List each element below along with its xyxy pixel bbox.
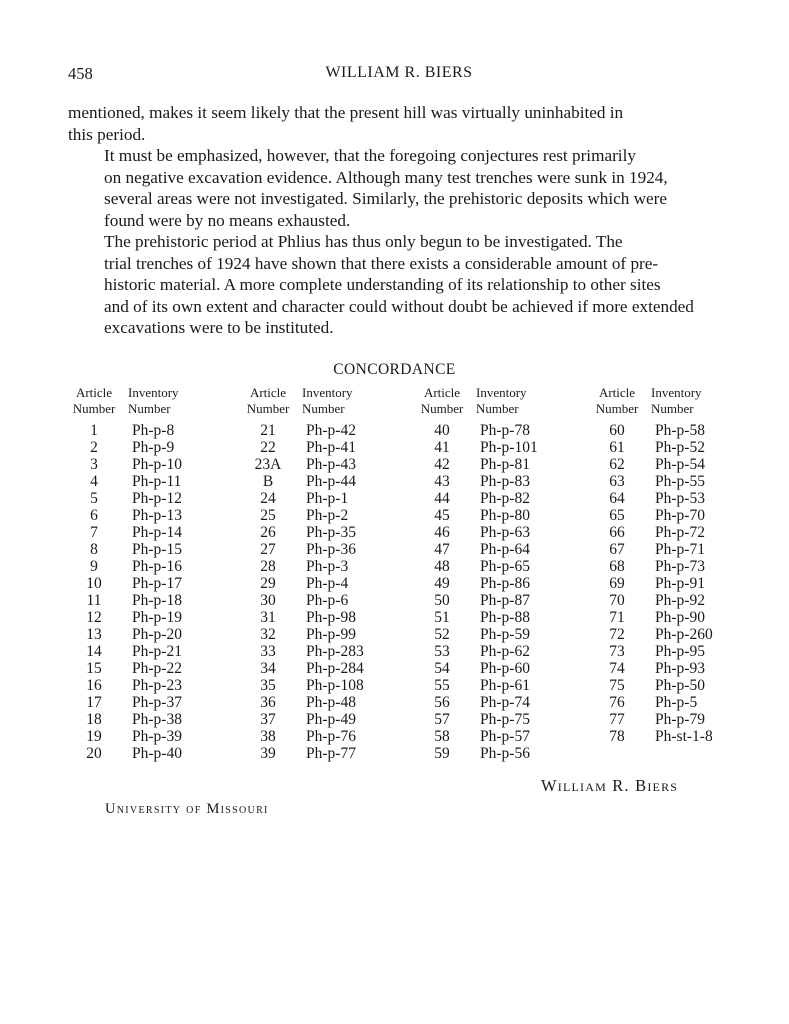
inventory-number: Ph-p-53 xyxy=(655,490,705,507)
concordance-row xyxy=(68,473,228,490)
concordance-row xyxy=(242,694,402,711)
concordance-rows xyxy=(591,422,751,745)
article-number: 50 xyxy=(434,592,450,609)
article-number-header xyxy=(68,385,120,419)
concordance-column xyxy=(591,385,751,745)
article-number: 17 xyxy=(86,694,102,711)
concordance-column xyxy=(416,385,576,762)
concordance-row xyxy=(242,609,402,626)
article-number: 55 xyxy=(434,677,450,694)
body-text xyxy=(68,102,730,339)
inventory-number: Ph-p-283 xyxy=(306,643,364,660)
article-number: 31 xyxy=(260,609,276,626)
inventory-number: Ph-p-92 xyxy=(655,592,705,609)
article-number: 12 xyxy=(86,609,102,626)
article-number: 73 xyxy=(609,643,625,660)
article-number: 6 xyxy=(90,507,98,524)
concordance-row xyxy=(416,422,576,439)
concordance-row xyxy=(591,524,751,541)
concordance-row xyxy=(242,711,402,728)
article-number: 33 xyxy=(260,643,276,660)
inventory-number: Ph-p-93 xyxy=(655,660,705,677)
article-number: 67 xyxy=(609,541,625,558)
header-label: Number xyxy=(72,400,116,416)
inventory-number: Ph-p-37 xyxy=(132,694,182,711)
article-number: 32 xyxy=(260,626,276,643)
article-number: 54 xyxy=(434,660,450,677)
inventory-number-header xyxy=(468,385,527,419)
header-label: Inventory xyxy=(651,385,702,400)
article-number: B xyxy=(262,473,274,490)
header-label: Article xyxy=(598,385,636,400)
article-number: 11 xyxy=(86,592,102,609)
header-label: Number xyxy=(420,400,464,416)
concordance-row xyxy=(591,507,751,524)
inventory-number: Ph-p-1 xyxy=(306,490,349,507)
concordance-row xyxy=(416,456,576,473)
text-line: found were by no means exhausted. xyxy=(104,210,351,230)
concordance-row xyxy=(416,694,576,711)
concordance-row xyxy=(591,677,751,694)
concordance-row xyxy=(416,439,576,456)
inventory-number: Ph-p-2 xyxy=(306,507,349,524)
concordance-row xyxy=(68,490,228,507)
inventory-number: Ph-p-14 xyxy=(132,524,182,541)
inventory-number: Ph-p-9 xyxy=(132,439,175,456)
inventory-number: Ph-p-64 xyxy=(480,541,530,558)
inventory-number: Ph-p-39 xyxy=(132,728,182,745)
concordance-row xyxy=(242,643,402,660)
text-line: on negative excavation evidence. Although many test trenches were sunk in 1924, xyxy=(104,167,668,187)
article-number: 77 xyxy=(609,711,625,728)
author-affiliation: University of Missouri xyxy=(105,801,269,817)
inventory-number-header xyxy=(643,385,702,419)
inventory-number: Ph-p-95 xyxy=(655,643,705,660)
inventory-number: Ph-p-55 xyxy=(655,473,705,490)
concordance-row xyxy=(68,575,228,592)
article-number: 74 xyxy=(609,660,625,677)
concordance-row xyxy=(416,541,576,558)
text-line: several areas were not investigated. Similarly, the prehistoric deposits which were xyxy=(104,189,668,208)
article-number: 25 xyxy=(260,507,276,524)
paragraph xyxy=(68,102,730,145)
concordance-row xyxy=(416,490,576,507)
concordance-row xyxy=(68,422,228,439)
article-number: 72 xyxy=(609,626,625,643)
concordance-rows xyxy=(68,422,228,762)
concordance-row xyxy=(591,422,751,439)
article-number: 76 xyxy=(609,694,625,711)
article-number: 19 xyxy=(86,728,102,745)
concordance-row xyxy=(242,422,402,439)
inventory-number: Ph-p-58 xyxy=(655,422,705,439)
article-number: 27 xyxy=(260,541,276,558)
text-line: It must be emphasized, however, that the foregoing conjectures rest primarily xyxy=(104,146,636,165)
inventory-number: Ph-p-52 xyxy=(655,439,705,456)
inventory-number: Ph-p-20 xyxy=(132,626,182,643)
article-number: 29 xyxy=(260,575,276,592)
concordance-column xyxy=(242,385,402,762)
article-number: 62 xyxy=(609,456,625,473)
article-number: 4 xyxy=(90,473,98,490)
inventory-number: Ph-p-284 xyxy=(306,660,364,677)
concordance-row xyxy=(242,745,402,762)
concordance-row xyxy=(591,558,751,575)
concordance-row xyxy=(68,456,228,473)
concordance-header xyxy=(591,385,751,419)
article-number: 70 xyxy=(609,592,625,609)
concordance-row xyxy=(416,592,576,609)
article-number: 9 xyxy=(90,558,98,575)
inventory-number: Ph-p-18 xyxy=(132,592,182,609)
concordance-row xyxy=(68,728,228,745)
article-number: 56 xyxy=(434,694,450,711)
article-number: 42 xyxy=(434,456,450,473)
article-number: 64 xyxy=(609,490,625,507)
article-number: 7 xyxy=(90,524,98,541)
concordance-row xyxy=(68,745,228,762)
inventory-number: Ph-p-11 xyxy=(132,473,182,490)
article-number: 47 xyxy=(434,541,450,558)
concordance-row xyxy=(416,575,576,592)
concordance-row xyxy=(242,626,402,643)
concordance-rows xyxy=(242,422,402,762)
concordance-row xyxy=(591,592,751,609)
article-number-header xyxy=(416,385,468,419)
article-number: 1 xyxy=(90,422,98,439)
inventory-number: Ph-p-3 xyxy=(306,558,349,575)
text-line: trial trenches of 1924 have shown that there exists a considerable amount of pre- xyxy=(104,253,659,273)
inventory-number: Ph-p-19 xyxy=(132,609,182,626)
inventory-number: Ph-p-36 xyxy=(306,541,356,558)
article-number: 18 xyxy=(86,711,102,728)
inventory-number: Ph-p-12 xyxy=(132,490,182,507)
running-head: WILLIAM R. BIERS xyxy=(325,64,473,81)
article-number-header xyxy=(242,385,294,419)
article-number: 63 xyxy=(609,473,625,490)
concordance-row xyxy=(416,677,576,694)
concordance-row xyxy=(68,609,228,626)
article-number: 3 xyxy=(90,456,98,473)
article-number: 5 xyxy=(90,490,98,507)
concordance-row xyxy=(591,575,751,592)
article-number: 39 xyxy=(260,745,276,762)
concordance-row xyxy=(68,660,228,677)
text-line: excavations were to be instituted. xyxy=(104,318,334,337)
inventory-number: Ph-p-98 xyxy=(306,609,356,626)
inventory-number: Ph-p-71 xyxy=(655,541,705,558)
article-number: 35 xyxy=(260,677,276,694)
concordance-row xyxy=(591,643,751,660)
inventory-number: Ph-p-70 xyxy=(655,507,705,524)
article-number: 57 xyxy=(434,711,450,728)
header-label: Inventory xyxy=(476,385,527,400)
inventory-number: Ph-p-83 xyxy=(480,473,530,490)
concordance-row xyxy=(68,592,228,609)
concordance-row xyxy=(68,524,228,541)
article-number: 15 xyxy=(86,660,102,677)
article-number: 66 xyxy=(609,524,625,541)
article-number: 59 xyxy=(434,745,450,762)
article-number: 22 xyxy=(260,439,276,456)
inventory-number: Ph-p-42 xyxy=(306,422,356,439)
inventory-number: Ph-p-73 xyxy=(655,558,705,575)
inventory-number: Ph-p-8 xyxy=(132,422,175,439)
inventory-number-header xyxy=(120,385,179,419)
article-number: 46 xyxy=(434,524,450,541)
inventory-number: Ph-p-78 xyxy=(480,422,530,439)
article-number: 45 xyxy=(434,507,450,524)
text-line: historic material. A more complete understanding of its relationship to other sites xyxy=(104,275,661,294)
inventory-number: Ph-p-81 xyxy=(480,456,530,473)
concordance-row xyxy=(68,626,228,643)
concordance-row xyxy=(68,711,228,728)
concordance-column xyxy=(68,385,228,762)
article-number: 34 xyxy=(260,660,276,677)
concordance-row xyxy=(242,507,402,524)
inventory-number: Ph-p-75 xyxy=(480,711,530,728)
concordance-header xyxy=(242,385,402,419)
concordance-row xyxy=(591,694,751,711)
inventory-number: Ph-p-41 xyxy=(306,439,356,456)
header-label: Inventory xyxy=(128,385,179,400)
inventory-number: Ph-p-99 xyxy=(306,626,356,643)
article-number: 23A xyxy=(254,456,282,473)
concordance-row xyxy=(591,439,751,456)
article-number: 44 xyxy=(434,490,450,507)
concordance-row xyxy=(242,558,402,575)
inventory-number: Ph-p-82 xyxy=(480,490,530,507)
concordance-row xyxy=(68,507,228,524)
paragraph xyxy=(68,231,730,339)
article-number: 21 xyxy=(260,422,276,439)
concordance-row xyxy=(68,677,228,694)
header-label: Inventory xyxy=(302,385,353,400)
inventory-number: Ph-p-49 xyxy=(306,711,356,728)
concordance-row xyxy=(416,609,576,626)
inventory-number: Ph-p-60 xyxy=(480,660,530,677)
article-number: 30 xyxy=(260,592,276,609)
article-number: 71 xyxy=(609,609,625,626)
concordance-row xyxy=(416,473,576,490)
text-line: The prehistoric period at Phlius has thus only begun to be investigated. The xyxy=(104,232,623,251)
concordance-row xyxy=(242,456,402,473)
article-number-header xyxy=(591,385,643,419)
inventory-number: Ph-p-43 xyxy=(306,456,356,473)
inventory-number: Ph-p-65 xyxy=(480,558,530,575)
article-number: 16 xyxy=(86,677,102,694)
header-label: Article xyxy=(75,385,113,400)
page-number: 458 xyxy=(68,64,93,83)
inventory-number: Ph-p-15 xyxy=(132,541,182,558)
concordance-row xyxy=(416,643,576,660)
concordance-row xyxy=(591,473,751,490)
concordance-row xyxy=(68,558,228,575)
inventory-number: Ph-p-54 xyxy=(655,456,705,473)
inventory-number: Ph-p-5 xyxy=(655,694,698,711)
inventory-number: Ph-p-48 xyxy=(306,694,356,711)
concordance-row xyxy=(68,541,228,558)
page-header xyxy=(68,64,730,86)
article-number: 58 xyxy=(434,728,450,745)
inventory-number: Ph-p-91 xyxy=(655,575,705,592)
inventory-number: Ph-p-101 xyxy=(480,439,538,456)
inventory-number: Ph-p-17 xyxy=(132,575,182,592)
inventory-number: Ph-p-4 xyxy=(306,575,349,592)
inventory-number: Ph-p-50 xyxy=(655,677,705,694)
concordance-row xyxy=(242,490,402,507)
concordance-row xyxy=(242,473,402,490)
inventory-number: Ph-p-35 xyxy=(306,524,356,541)
author-signature: William R. Biers xyxy=(541,776,679,795)
inventory-number: Ph-p-74 xyxy=(480,694,530,711)
concordance-row xyxy=(591,490,751,507)
inventory-number: Ph-p-63 xyxy=(480,524,530,541)
inventory-number: Ph-p-10 xyxy=(132,456,182,473)
header-label: Number xyxy=(246,400,290,416)
concordance-row xyxy=(591,541,751,558)
article-number: 65 xyxy=(609,507,625,524)
article-number: 37 xyxy=(260,711,276,728)
article-number: 52 xyxy=(434,626,450,643)
concordance-row xyxy=(68,439,228,456)
concordance-row xyxy=(591,456,751,473)
concordance-row xyxy=(242,677,402,694)
article-number: 10 xyxy=(86,575,102,592)
inventory-number: Ph-p-88 xyxy=(480,609,530,626)
article-number: 28 xyxy=(260,558,276,575)
article-number: 8 xyxy=(90,541,98,558)
inventory-number: Ph-p-86 xyxy=(480,575,530,592)
concordance-row xyxy=(591,728,751,745)
inventory-number: Ph-p-80 xyxy=(480,507,530,524)
concordance-rows xyxy=(416,422,576,762)
header-label: Number xyxy=(302,400,345,416)
concordance-row xyxy=(416,507,576,524)
concordance-row xyxy=(68,694,228,711)
article-number: 20 xyxy=(86,745,102,762)
article-number: 13 xyxy=(86,626,102,643)
inventory-number: Ph-p-16 xyxy=(132,558,182,575)
inventory-number: Ph-p-61 xyxy=(480,677,530,694)
inventory-number: Ph-p-62 xyxy=(480,643,530,660)
inventory-number: Ph-p-108 xyxy=(306,677,364,694)
concordance-row xyxy=(591,609,751,626)
article-number: 53 xyxy=(434,643,450,660)
article-number: 14 xyxy=(86,643,102,660)
concordance-row xyxy=(242,541,402,558)
article-number: 69 xyxy=(609,575,625,592)
inventory-number: Ph-st-1-8 xyxy=(655,728,713,745)
inventory-number: Ph-p-77 xyxy=(306,745,356,762)
inventory-number: Ph-p-23 xyxy=(132,677,182,694)
concordance-row xyxy=(591,711,751,728)
inventory-number: Ph-p-56 xyxy=(480,745,530,762)
article-number: 41 xyxy=(434,439,450,456)
concordance-row xyxy=(416,728,576,745)
inventory-number: Ph-p-59 xyxy=(480,626,530,643)
header-label: Number xyxy=(595,400,639,416)
header-label: Number xyxy=(128,400,171,416)
text-line: mentioned, makes it seem likely that the present hill was virtually uninhabited in xyxy=(68,103,624,122)
article-number: 40 xyxy=(434,422,450,439)
concordance-row xyxy=(242,575,402,592)
header-label: Article xyxy=(423,385,461,400)
article-number: 36 xyxy=(260,694,276,711)
article-number: 48 xyxy=(434,558,450,575)
article-number: 38 xyxy=(260,728,276,745)
concordance-row xyxy=(242,524,402,541)
concordance-row xyxy=(416,660,576,677)
concordance-row xyxy=(242,660,402,677)
inventory-number: Ph-p-22 xyxy=(132,660,182,677)
article-number: 26 xyxy=(260,524,276,541)
concordance-row xyxy=(68,643,228,660)
article-number: 24 xyxy=(260,490,276,507)
inventory-number: Ph-p-72 xyxy=(655,524,705,541)
header-label: Article xyxy=(249,385,287,400)
concordance-row xyxy=(242,728,402,745)
article-number: 75 xyxy=(609,677,625,694)
article-number: 2 xyxy=(90,439,98,456)
header-label: Number xyxy=(476,400,519,416)
inventory-number: Ph-p-38 xyxy=(132,711,182,728)
inventory-number: Ph-p-21 xyxy=(132,643,182,660)
article-number: 68 xyxy=(609,558,625,575)
inventory-number: Ph-p-87 xyxy=(480,592,530,609)
article-number: 51 xyxy=(434,609,450,626)
paragraph xyxy=(68,145,730,231)
concordance-row xyxy=(591,626,751,643)
article-number: 61 xyxy=(609,439,625,456)
inventory-number: Ph-p-13 xyxy=(132,507,182,524)
concordance-title: CONCORDANCE xyxy=(333,361,456,378)
concordance-row xyxy=(416,524,576,541)
inventory-number: Ph-p-44 xyxy=(306,473,356,490)
concordance-row xyxy=(242,439,402,456)
inventory-number: Ph-p-260 xyxy=(655,626,713,643)
article-number: 78 xyxy=(609,728,625,745)
concordance-row xyxy=(591,660,751,677)
article-number: 49 xyxy=(434,575,450,592)
text-line: this period. xyxy=(68,124,146,144)
article-number: 60 xyxy=(609,422,625,439)
concordance-row xyxy=(416,626,576,643)
text-line: and of its own extent and character could without doubt be achieved if more extended xyxy=(104,296,694,316)
inventory-number: Ph-p-76 xyxy=(306,728,356,745)
concordance-header xyxy=(68,385,228,419)
inventory-number: Ph-p-90 xyxy=(655,609,705,626)
concordance-row xyxy=(242,592,402,609)
header-label: Number xyxy=(651,400,694,416)
inventory-number: Ph-p-6 xyxy=(306,592,349,609)
concordance-row xyxy=(416,745,576,762)
concordance-header xyxy=(416,385,576,419)
inventory-number: Ph-p-79 xyxy=(655,711,705,728)
inventory-number: Ph-p-40 xyxy=(132,745,182,762)
article-number: 43 xyxy=(434,473,450,490)
concordance-row xyxy=(416,711,576,728)
inventory-number-header xyxy=(294,385,353,419)
inventory-number: Ph-p-57 xyxy=(480,728,530,745)
concordance-row xyxy=(416,558,576,575)
